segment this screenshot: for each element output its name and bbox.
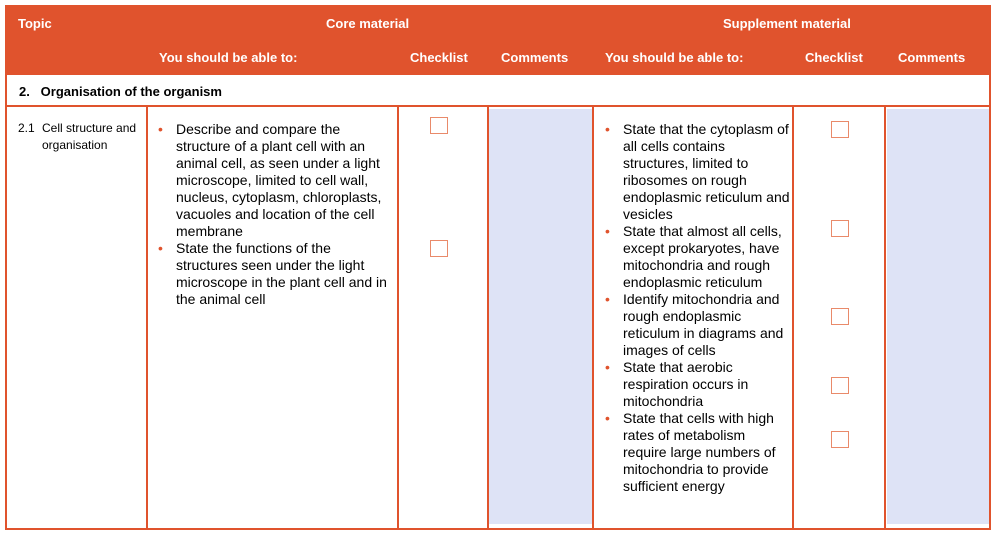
header-supp-checklist: Checklist <box>805 50 863 65</box>
header-supp-able-to: You should be able to: <box>605 50 744 65</box>
bullet-icon: • <box>605 121 610 137</box>
section-title: 2. Organisation of the organism <box>19 84 222 99</box>
bullet-icon: • <box>605 410 610 426</box>
header-core-checklist: Checklist <box>410 50 468 65</box>
list-item: • Describe and compare the structure of a plant cell with an animal cell, as seen under a light microscope, limited to cell wall, nucleus, cytoplasm, chloroplasts, vacuoles and location of the cell membrane <box>158 121 382 239</box>
list-item: • State the functions of the structures seen under the light microscope in the plant cell and in the animal cell <box>158 240 387 307</box>
bullet-icon: • <box>158 121 163 137</box>
list-item: • State that almost all cells, except prokaryotes, have mitochondria and rough endoplasmic reticulum <box>605 223 782 290</box>
list-item: • State that cells with high rates of metabolism require large numbers of mitochondria to provide sufficient energy <box>605 410 776 494</box>
header-topic: Topic <box>18 16 52 31</box>
bullet-icon: • <box>605 359 610 375</box>
list-item: • Identify mitochondria and rough endoplasmic reticulum in diagrams and images of cells <box>605 291 784 358</box>
table-frame <box>5 5 991 530</box>
header-core-able-to: You should be able to: <box>159 50 298 65</box>
bullet-icon: • <box>605 223 610 239</box>
list-item: • State that the cytoplasm of all cells contains structures, limited to ribosomes on rough endoplasmic reticulum and vesicles <box>605 121 790 222</box>
topic-title: Cell structure and organisation <box>42 121 137 152</box>
bullet-icon: • <box>605 291 610 307</box>
header-supp-comments: Comments <box>898 50 966 65</box>
topic-number: 2.1 <box>18 121 35 135</box>
bullet-icon: • <box>158 240 163 256</box>
header-core-material: Core material <box>326 16 410 31</box>
list-item: • State that aerobic respiration occurs in mitochondria <box>605 359 749 409</box>
header-supplement-material: Supplement material <box>723 16 851 31</box>
header-core-comments: Comments <box>501 50 569 65</box>
